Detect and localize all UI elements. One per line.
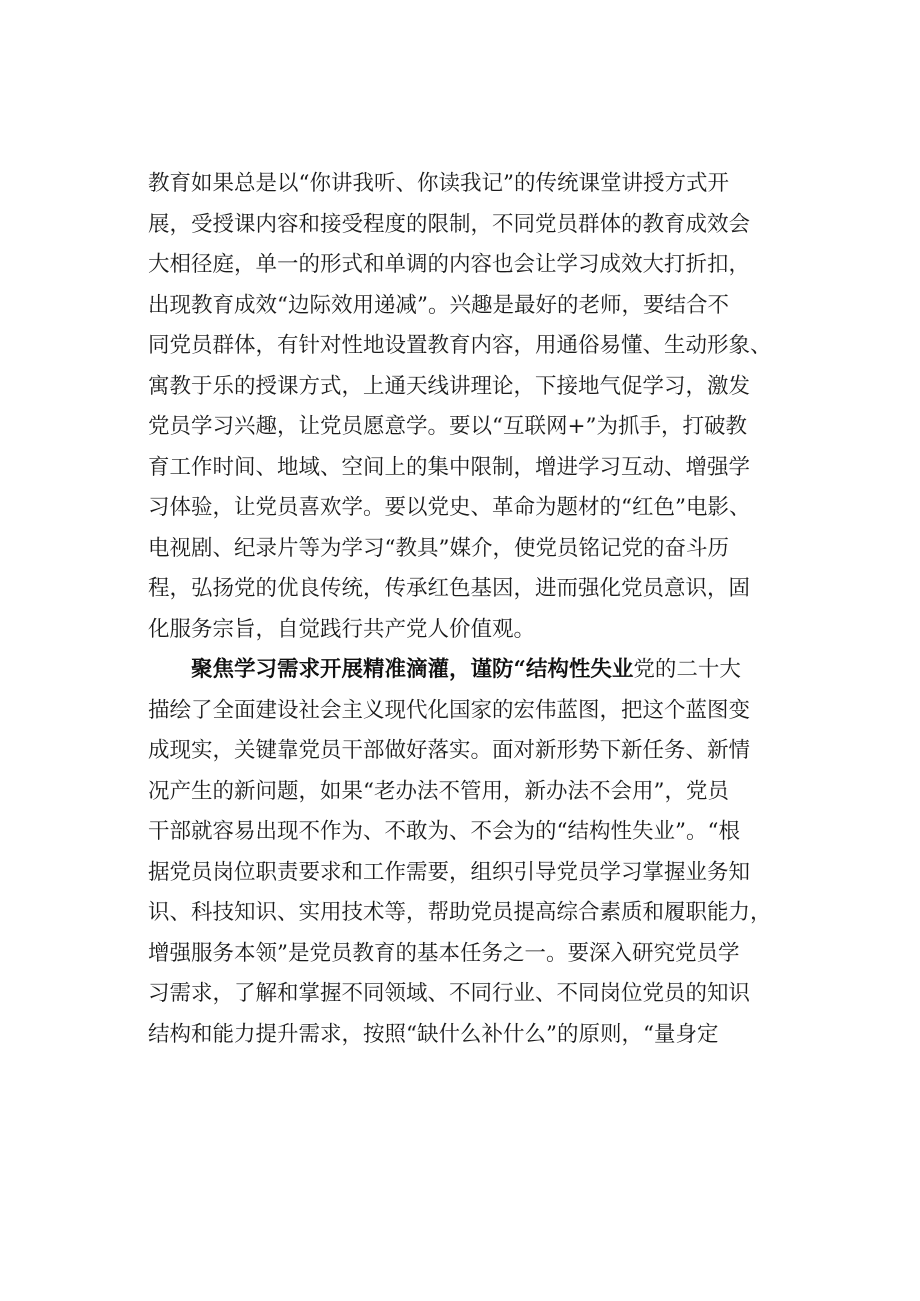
text-line: 程，弘扬党的优良传统，传承红色基因，进而强化党员意识，固	[148, 576, 751, 601]
text-line: 况产生的新问题，如果“老办法不管用，新办法不会用”，党员	[148, 778, 729, 804]
text-line: 据党员岗位职责要求和工作需要，组织引导党员学习掌握业务知	[148, 859, 751, 885]
text-line: 识、科技知识、实用技术等，帮助党员提高综合素质和履职能力，	[148, 900, 772, 925]
text-line: 寓教于乐的授课方式，上通天线讲理论，下接地气促学习，激发	[148, 373, 751, 399]
paragraph-2	[148, 650, 828, 1055]
paragraph-first-line	[148, 650, 828, 691]
text-line: 出现教育成效“边际效用递减”。兴趣是最好的老师，要结合不	[148, 292, 729, 318]
text-line: 大相径庭，单一的形式和单调的内容也会让学习成效大打折扣，	[148, 252, 751, 277]
text-line: 习体验，让党员喜欢学。要以党史、革命为题材的“红色”电影、	[148, 495, 751, 520]
text-line: 结构和能力提升需求，按照“缺什么补什么”的原则，“量身定	[148, 1021, 719, 1047]
text-line: 同党员群体，有针对性地设置教育内容，用通俗易懂、生动形象、	[148, 333, 772, 358]
text-line: 育工作时间、地域、空间上的集中限制，增进学习互动、增强学	[148, 454, 751, 480]
body-text	[148, 164, 828, 1055]
heading-continuation: 党的二十大	[633, 657, 741, 682]
text-line: 增强服务本领”是党员教育的基本任务之一。要深入研究党员学	[148, 940, 740, 966]
text-line: 干部就容易出现不作为、不敢为、不会为的“结构性失业”。“根	[148, 819, 740, 844]
text-line: 展，受授课内容和接受程度的限制，不同党员群体的教育成效会	[148, 211, 751, 237]
section-heading: 聚焦学习需求开展精准滴灌，谨防“结构性失业	[191, 657, 634, 682]
text-line: 描绘了全面建设社会主义现代化国家的宏伟蓝图，把这个蓝图变	[148, 697, 751, 723]
text-line: 成现实，关键靠党员干部做好落实。面对新形势下新任务、新情	[148, 738, 751, 763]
text-line: 电视剧、纪录片等为学习“教具”媒介，使党员铭记党的奋斗历	[148, 535, 729, 561]
text-line: 习需求，了解和掌握不同领域、不同行业、不同岗位党员的知识	[148, 981, 751, 1006]
text-line: 化服务宗旨，自觉践行共产党人价值观。	[148, 616, 536, 642]
paragraph-1	[148, 164, 828, 650]
text-line: 党员学习兴趣，让党员愿意学。要以“互联网+”为抓手，打破教	[148, 414, 748, 439]
text-line: 教育如果总是以“你讲我听、你读我记”的传统课堂讲授方式开	[148, 171, 729, 196]
